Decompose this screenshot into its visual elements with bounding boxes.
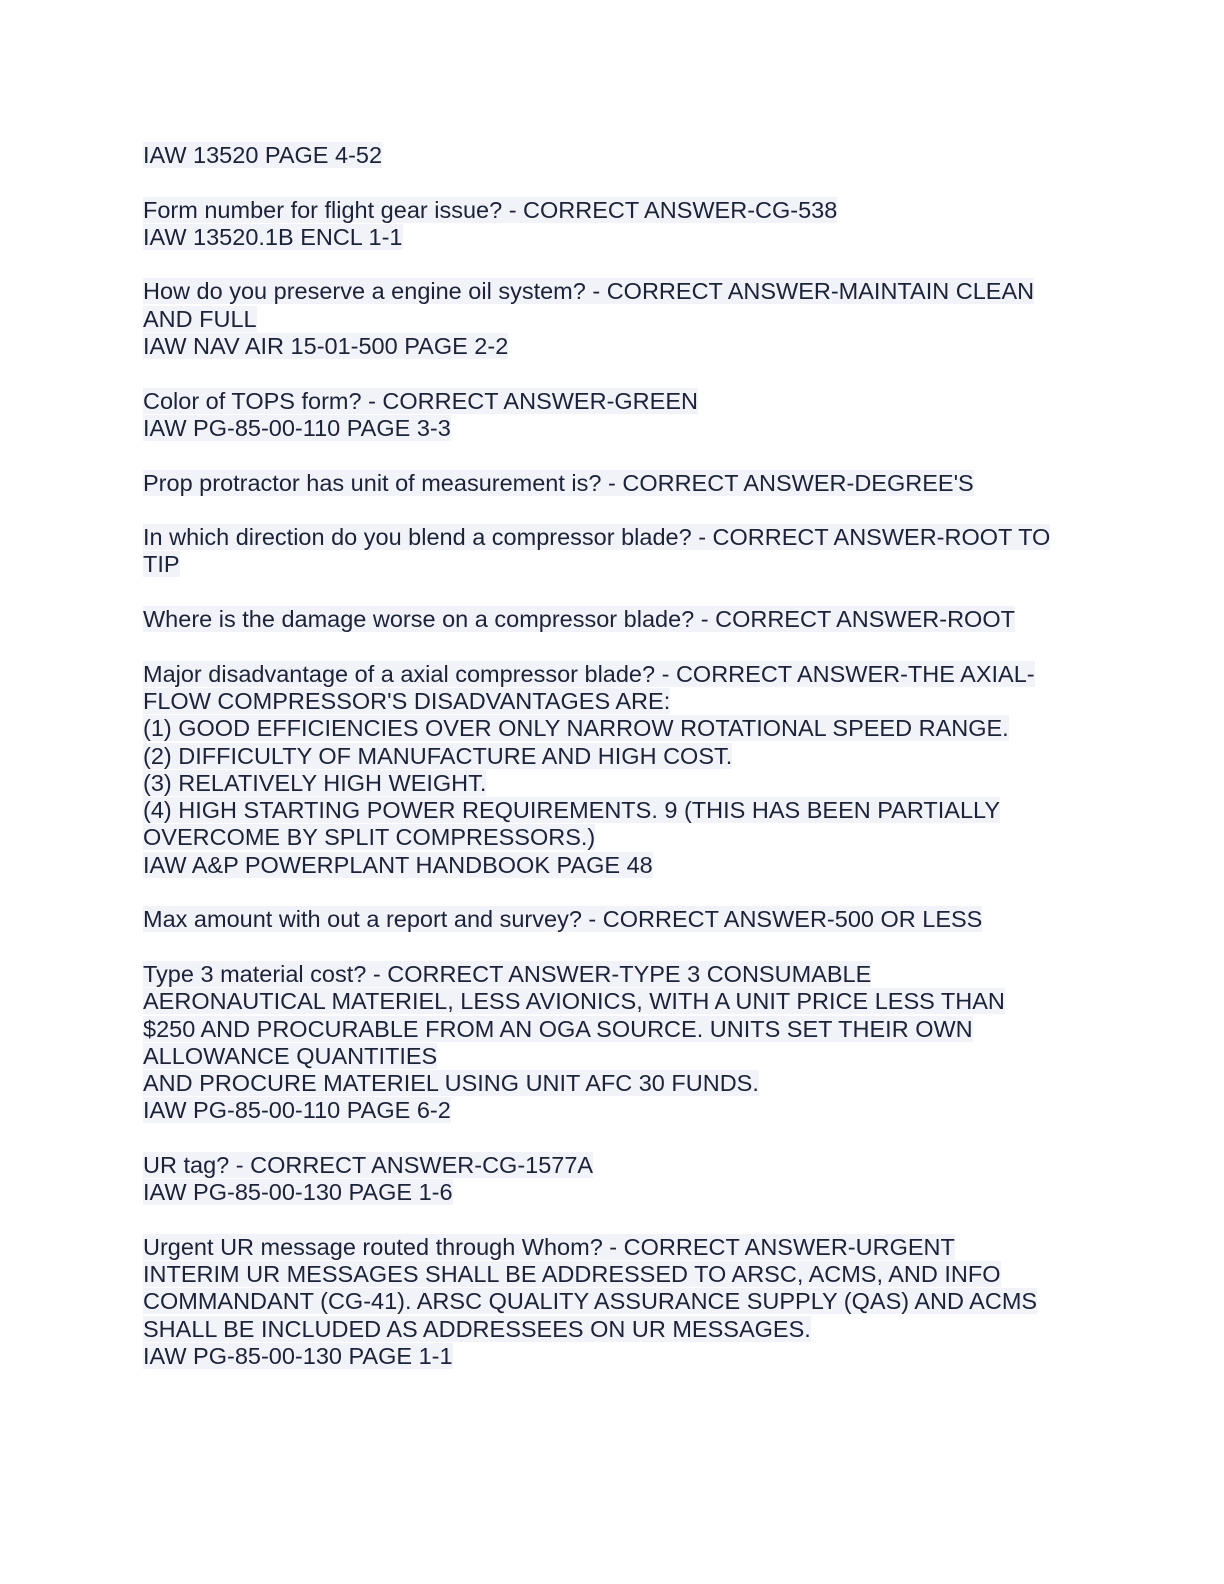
text-line xyxy=(143,415,1083,442)
text-line-content: IAW PG-85-00-110 PAGE 3-3 xyxy=(143,414,451,441)
qa-block xyxy=(143,606,1083,633)
text-line-content: IAW PG-85-00-110 PAGE 6-2 xyxy=(143,1097,451,1124)
text-line xyxy=(143,197,1083,224)
qa-block xyxy=(143,524,1083,579)
text-line xyxy=(143,333,1083,360)
text-line-content: AND FULL xyxy=(143,305,257,332)
qa-block xyxy=(143,197,1083,252)
text-line-content: TIP xyxy=(143,551,180,578)
qa-block xyxy=(143,388,1083,443)
text-line-content: Color of TOPS form? - CORRECT ANSWER-GREEN xyxy=(143,387,698,414)
text-line-content: IAW PG-85-00-130 PAGE 1-6 xyxy=(143,1179,453,1206)
text-line xyxy=(143,1043,1083,1070)
text-line-content: (1) GOOD EFFICIENCIES OVER ONLY NARROW ROTATIONAL SPEED RANGE. xyxy=(143,715,1009,742)
text-line-content: Urgent UR message routed through Whom? - CORRECT ANSWER-URGENT xyxy=(143,1233,955,1260)
text-line xyxy=(143,797,1083,824)
qa-block xyxy=(143,1234,1083,1370)
qa-block xyxy=(143,470,1083,497)
text-line-content: AERONAUTICAL MATERIEL, LESS AVIONICS, WITH A UNIT PRICE LESS THAN xyxy=(143,988,1005,1015)
text-line-content: UR tag? - CORRECT ANSWER-CG-1577A xyxy=(143,1151,594,1178)
text-line xyxy=(143,142,1083,169)
text-line xyxy=(143,824,1083,851)
document-page xyxy=(143,142,1083,1398)
text-line xyxy=(143,470,1083,497)
text-line xyxy=(143,224,1083,251)
text-line-content: COMMANDANT (CG-41). ARSC QUALITY ASSURANCE SUPPLY (QAS) AND ACMS xyxy=(143,1288,1038,1315)
text-line-content: Type 3 material cost? - CORRECT ANSWER-TYPE 3 CONSUMABLE xyxy=(143,960,872,987)
text-line xyxy=(143,1152,1083,1179)
text-line xyxy=(143,606,1083,633)
text-line xyxy=(143,388,1083,415)
text-line-content: IAW PG-85-00-130 PAGE 1-1 xyxy=(143,1343,453,1370)
text-line-content: FLOW COMPRESSOR'S DISADVANTAGES ARE: xyxy=(143,687,671,714)
text-line xyxy=(143,906,1083,933)
text-line xyxy=(143,770,1083,797)
text-line-content: (2) DIFFICULTY OF MANUFACTURE AND HIGH COST. xyxy=(143,742,733,769)
text-line xyxy=(143,661,1083,688)
text-line-content: OVERCOME BY SPLIT COMPRESSORS.) xyxy=(143,824,596,851)
text-line-content: INTERIM UR MESSAGES SHALL BE ADDRESSED TO ARSC, ACMS, AND INFO xyxy=(143,1261,1001,1288)
text-line-content: Major disadvantage of a axial compressor blade? - CORRECT ANSWER-THE AXIAL- xyxy=(143,660,1035,687)
text-line-content: AND PROCURE MATERIEL USING UNIT AFC 30 FUNDS. xyxy=(143,1070,759,1097)
text-line xyxy=(143,852,1083,879)
text-line xyxy=(143,524,1083,551)
qa-block xyxy=(143,142,1083,169)
text-line-content: IAW 13520 PAGE 4-52 xyxy=(143,142,383,168)
text-line xyxy=(143,961,1083,988)
text-line-content: Max amount with out a report and survey? - CORRECT ANSWER-500 OR LESS xyxy=(143,906,983,933)
text-line-content: IAW NAV AIR 15-01-500 PAGE 2-2 xyxy=(143,333,509,360)
text-line xyxy=(143,306,1083,333)
text-line-content: Where is the damage worse on a compressor blade? - CORRECT ANSWER-ROOT xyxy=(143,606,1015,633)
text-line xyxy=(143,1016,1083,1043)
text-line xyxy=(143,715,1083,742)
text-line xyxy=(143,688,1083,715)
text-line xyxy=(143,1261,1083,1288)
text-line-content: SHALL BE INCLUDED AS ADDRESSEES ON UR MESSAGES. xyxy=(143,1315,811,1342)
text-line xyxy=(143,1070,1083,1097)
text-line xyxy=(143,1343,1083,1370)
text-line xyxy=(143,1234,1083,1261)
text-line-content: IAW 13520.1B ENCL 1-1 xyxy=(143,223,403,250)
text-line xyxy=(143,743,1083,770)
text-line-content: $250 AND PROCURABLE FROM AN OGA SOURCE. UNITS SET THEIR OWN xyxy=(143,1015,973,1042)
text-line xyxy=(143,1288,1083,1315)
text-line xyxy=(143,988,1083,1015)
text-line xyxy=(143,1316,1083,1343)
text-line-content: Form number for flight gear issue? - CORRECT ANSWER-CG-538 xyxy=(143,196,838,223)
qa-block xyxy=(143,661,1083,879)
text-line-content: How do you preserve a engine oil system? - CORRECT ANSWER-MAINTAIN CLEAN xyxy=(143,278,1035,305)
text-line-content: Prop protractor has unit of measurement is? - CORRECT ANSWER-DEGREE'S xyxy=(143,469,974,496)
text-line-content: IAW A&P POWERPLANT HANDBOOK PAGE 48 xyxy=(143,851,653,878)
text-line xyxy=(143,551,1083,578)
qa-block xyxy=(143,961,1083,1125)
text-line xyxy=(143,1097,1083,1124)
qa-block xyxy=(143,278,1083,360)
text-line-content: (3) RELATIVELY HIGH WEIGHT. xyxy=(143,769,487,796)
text-line xyxy=(143,1179,1083,1206)
text-line-content: ALLOWANCE QUANTITIES xyxy=(143,1042,438,1069)
qa-block xyxy=(143,1152,1083,1207)
text-line-content: (4) HIGH STARTING POWER REQUIREMENTS. 9 (THIS HAS BEEN PARTIALLY xyxy=(143,797,1001,824)
text-line xyxy=(143,278,1083,305)
text-line-content: In which direction do you blend a compressor blade? - CORRECT ANSWER-ROOT TO xyxy=(143,524,1051,551)
qa-block xyxy=(143,906,1083,933)
